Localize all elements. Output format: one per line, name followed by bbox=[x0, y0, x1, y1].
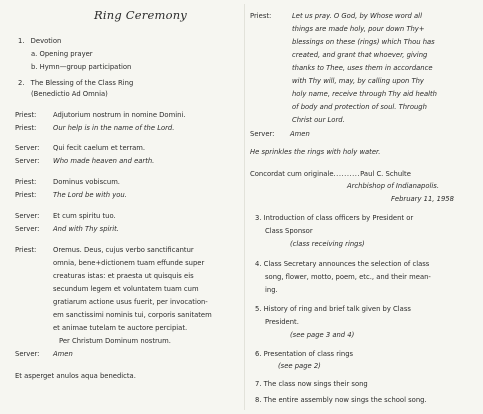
prayer-line: Christ our Lord. bbox=[292, 116, 345, 124]
item-2-number: 2. bbox=[18, 79, 25, 87]
amen-text: Amen bbox=[53, 350, 73, 358]
concordat-text: Concordat cum originale bbox=[250, 170, 334, 178]
oremus-line: creaturas istas: et praesta ut quisquis eis bbox=[53, 272, 194, 280]
oremus-line: secundum legem et voluntatem tuam cum bbox=[53, 285, 199, 293]
ceremony-title: Ring Ceremony bbox=[94, 8, 187, 22]
oremus-line: Per Christum Dominum nostrum. bbox=[59, 337, 171, 345]
signer-title: Archbishop of Indianapolis. bbox=[347, 182, 439, 190]
exchange-line bbox=[15, 191, 127, 199]
item-5-note: (see page 3 and 4) bbox=[290, 331, 355, 339]
item-2-subtitle: (Benedictio Ad Omnia) bbox=[31, 90, 108, 98]
concordat-leader: .......... bbox=[333, 170, 361, 178]
speaker-label: Server: bbox=[15, 350, 40, 358]
concordat-line bbox=[250, 170, 411, 178]
exchange-line bbox=[15, 111, 185, 119]
item-3-line: 3. Introduction of class officers by President or bbox=[255, 214, 414, 222]
speaker-label: Server: bbox=[15, 144, 40, 152]
item-4-line: 4. Class Secretary announces the selection of class bbox=[255, 260, 430, 268]
server-amen bbox=[250, 130, 310, 138]
speaker-label: Priest: bbox=[15, 111, 37, 119]
speaker-label: Priest: bbox=[15, 178, 37, 186]
item-2 bbox=[18, 79, 133, 87]
speaker-label: Priest: bbox=[15, 191, 37, 199]
exchange-text: The Lord be with you. bbox=[53, 191, 127, 199]
oremus-line: et animae tutelam te auctore percipiat. bbox=[53, 324, 188, 332]
item-3-note: (class receiving rings) bbox=[290, 240, 365, 248]
item-3-line: Class Sponsor bbox=[265, 227, 313, 235]
server-amen bbox=[15, 350, 73, 358]
item-2-label: The Blessing of the Class Ring bbox=[30, 79, 134, 87]
page-fold bbox=[244, 4, 245, 410]
prayer-line: things are made holy, pour down Thy+ bbox=[292, 25, 425, 33]
item-6-line: 6. Presentation of class rings bbox=[255, 350, 354, 358]
exchange-text: Qui fecit caelum et terram. bbox=[53, 144, 146, 152]
prayer-line: with Thy will, may, by calling upon Thy bbox=[292, 77, 424, 85]
oremus-line: gratiarum actione usus fuerit, per invocation- bbox=[53, 298, 208, 306]
exchange-line bbox=[15, 124, 174, 132]
exchange-text: Dominus vobiscum. bbox=[53, 178, 120, 186]
item-7-line: 7. The class now sings their song bbox=[255, 380, 368, 388]
oremus-line: omnia, bene+dictionem tuam effunde super bbox=[53, 259, 205, 267]
oremus-line: Oremus. Deus, cujus verbo sanctificantur bbox=[53, 246, 194, 254]
item-6-note: (see page 2) bbox=[278, 362, 321, 370]
exchange-text: Adjutorium nostrum in nomine Domini. bbox=[53, 111, 186, 119]
exchange-text: Et cum spiritu tuo. bbox=[53, 212, 116, 220]
speaker-label: Server: bbox=[15, 212, 40, 220]
item-1b: b. Hymn—group participation bbox=[31, 63, 132, 71]
prayer-line: holy name, receive through Thy aid health bbox=[292, 90, 437, 98]
asperget-line: Et asperget anulos aqua benedicta. bbox=[15, 372, 136, 380]
exchange-line bbox=[15, 157, 154, 165]
prayer-line: blessings on these (rings) which Thou has bbox=[292, 38, 435, 46]
item-4-line: ing. bbox=[265, 286, 278, 294]
exchange-text: Who made heaven and earth. bbox=[53, 157, 155, 165]
exchange-line bbox=[15, 144, 145, 152]
prayer-line: thanks to Thee, uses them in accordance bbox=[292, 64, 433, 72]
sprinkles-line: He sprinkles the rings with holy water. bbox=[250, 148, 381, 156]
prayer-line: Let us pray. O God, by Whose word all bbox=[292, 12, 422, 20]
exchange-text: Our help is in the name of the Lord. bbox=[53, 124, 175, 132]
item-8-line: 8. The entire assembly now sings the school song. bbox=[255, 396, 427, 404]
speaker-label: Server: bbox=[250, 130, 275, 138]
item-1 bbox=[18, 37, 61, 45]
signer-name: Paul C. Schulte bbox=[360, 170, 411, 178]
item-5-line: President. bbox=[265, 318, 299, 326]
oremus-speaker: Priest: bbox=[15, 246, 37, 254]
exchange-line bbox=[15, 212, 116, 220]
prayer-line: created, and grant that whoever, giving bbox=[292, 51, 428, 59]
oremus-line: em sanctissimi nominis tui, corporis sanitatem bbox=[53, 311, 212, 319]
prayer-line: of body and protection of soul. Through bbox=[292, 103, 427, 111]
speaker-label: Priest: bbox=[15, 124, 37, 132]
amen-text: Amen bbox=[290, 130, 310, 138]
exchange-line bbox=[15, 225, 119, 233]
speaker-label: Server: bbox=[15, 157, 40, 165]
item-4-line: song, flower, motto, poem, etc., and their mean- bbox=[265, 273, 431, 281]
approval-date: February 11, 1958 bbox=[391, 195, 454, 203]
item-5-line: 5. History of ring and brief talk given by Class bbox=[255, 305, 411, 313]
item-1-number: 1. bbox=[18, 37, 25, 45]
item-1a: a. Opening prayer bbox=[31, 50, 93, 58]
item-1-label: Devotion bbox=[30, 37, 62, 45]
exchange-text: And with Thy spirit. bbox=[53, 225, 119, 233]
exchange-line bbox=[15, 178, 120, 186]
speaker-label: Server: bbox=[15, 225, 40, 233]
priest-speaker: Priest: bbox=[250, 12, 272, 20]
